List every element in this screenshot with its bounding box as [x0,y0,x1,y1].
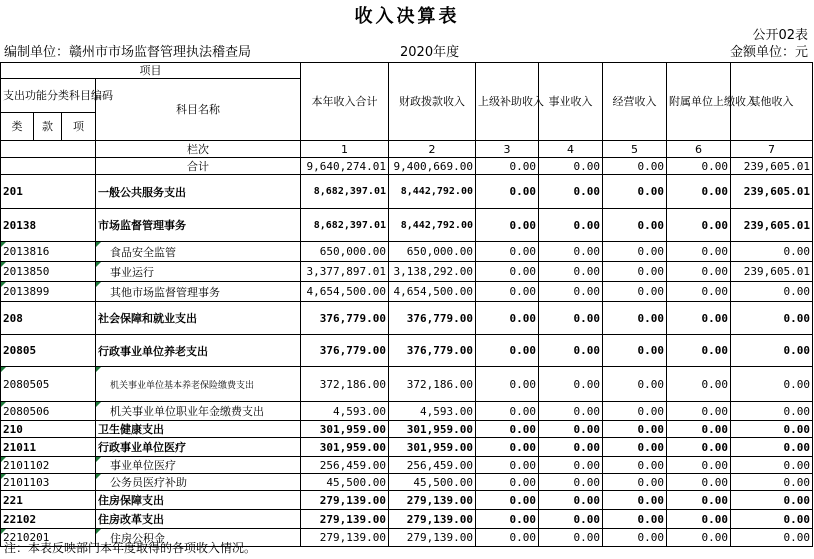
amount-cell: 0.00 [603,510,667,529]
amount-cell: 0.00 [603,402,667,421]
amount-cell: 3,377,897.01 [301,262,389,282]
amount-cell: 0.00 [476,302,539,335]
col-num-1: 1 [301,141,389,158]
amount-cell: 0.00 [731,367,813,402]
amount-cell: 0.00 [603,175,667,209]
subject-name: 公务员医疗补助 [96,474,301,491]
subject-name: 机关事业单位基本养老保险缴费支出 [96,367,301,402]
subject-code: 2080505 [1,367,96,402]
amount-cell: 0.00 [731,510,813,529]
subject-name: 住房改革支出 [96,510,301,529]
amount-cell: 0.00 [731,242,813,262]
total-cell: 239,605.01 [731,158,813,175]
amount-cell: 0.00 [731,438,813,457]
table-row [1,474,813,491]
subject-name: 行政事业单位医疗 [96,438,301,457]
org-label: 编制单位：赣州市市场监督管理执法稽查局 [4,45,252,60]
col-header-4: 事业收入 [539,63,603,141]
col-header-5: 经营收入 [603,63,667,141]
table-row [1,510,813,529]
subject-name: 事业单位医疗 [96,457,301,474]
subject-code: 208 [1,302,96,335]
amount-cell: 0.00 [476,282,539,302]
total-cell: 9,400,669.00 [389,158,476,175]
amount-cell: 0.00 [539,421,603,438]
amount-cell: 0.00 [476,474,539,491]
amount-cell: 301,959.00 [389,421,476,438]
amount-cell: 279,139.00 [389,510,476,529]
kuan-header: 款 [34,113,62,141]
amount-cell: 0.00 [539,175,603,209]
table-row [1,302,813,335]
amount-cell: 0.00 [539,457,603,474]
subject-code: 2210201 [1,529,96,547]
amount-cell: 301,959.00 [301,438,389,457]
amount-cell: 0.00 [476,209,539,242]
amount-cell: 0.00 [667,457,731,474]
col-num-4: 4 [539,141,603,158]
amount-cell: 650,000.00 [389,242,476,262]
amount-cell: 0.00 [539,282,603,302]
subject-code: 210 [1,421,96,438]
col-header-7: 其他收入 [731,63,813,141]
table-row [1,175,813,209]
subject-name: 其他市场监督管理事务 [96,282,301,302]
table-row [1,282,813,302]
amount-cell: 0.00 [603,262,667,282]
total-cell: 0.00 [603,158,667,175]
amount-cell: 0.00 [731,474,813,491]
subject-name: 行政事业单位养老支出 [96,335,301,367]
amount-cell: 650,000.00 [301,242,389,262]
amount-cell: 0.00 [731,457,813,474]
amount-cell: 0.00 [476,491,539,510]
amount-cell: 0.00 [667,491,731,510]
item-header: 项目 [1,63,301,79]
amount-cell: 372,186.00 [389,367,476,402]
year-label: 2020年度 [400,45,460,60]
amount-cell: 45,500.00 [389,474,476,491]
subject-code: 2013850 [1,262,96,282]
table-row [1,367,813,402]
amount-cell: 0.00 [667,209,731,242]
amount-cell: 0.00 [476,367,539,402]
subject-code: 2013816 [1,242,96,262]
subject-name: 住房保障支出 [96,491,301,510]
amount-cell: 0.00 [476,438,539,457]
amount-cell: 4,654,500.00 [301,282,389,302]
amount-cell: 0.00 [476,421,539,438]
amount-cell: 0.00 [667,367,731,402]
amount-cell: 376,779.00 [389,302,476,335]
amount-cell: 0.00 [539,302,603,335]
total-row [1,158,813,175]
subject-name: 食品安全监管 [96,242,301,262]
subject-name: 机关事业单位职业年金缴费支出 [96,402,301,421]
amount-cell: 4,654,500.00 [389,282,476,302]
xiang-header: 项 [62,113,96,141]
amount-cell: 279,139.00 [301,510,389,529]
name-header: 科目名称 [96,79,301,141]
amount-cell: 0.00 [731,302,813,335]
amount-cell: 0.00 [731,421,813,438]
amount-cell: 0.00 [539,335,603,367]
amount-cell: 0.00 [603,302,667,335]
amount-cell: 4,593.00 [389,402,476,421]
col-header-6: 附属单位上缴收入 [667,63,731,141]
amount-cell: 0.00 [603,242,667,262]
amount-cell: 8,442,792.00 [389,175,476,209]
amount-cell: 0.00 [539,262,603,282]
subject-code: 21011 [1,438,96,457]
amount-cell: 0.00 [603,457,667,474]
amount-cell: 279,139.00 [389,491,476,510]
total-cell: 0.00 [667,158,731,175]
amount-cell: 279,139.00 [301,529,389,547]
table-row [1,262,813,282]
amount-cell: 0.00 [603,421,667,438]
amount-cell: 0.00 [731,529,813,547]
amount-cell: 279,139.00 [301,491,389,510]
subject-name: 一般公共服务支出 [96,175,301,209]
total-cell: 0.00 [539,158,603,175]
amount-cell: 0.00 [539,242,603,262]
table-row [1,402,813,421]
amount-cell: 301,959.00 [301,421,389,438]
amount-cell: 0.00 [539,529,603,547]
col-header-1: 本年收入合计 [301,63,389,141]
col-num-3: 3 [476,141,539,158]
subject-code: 20805 [1,335,96,367]
col-num-6: 6 [667,141,731,158]
amount-cell: 0.00 [476,335,539,367]
col-num-2: 2 [389,141,476,158]
amount-cell: 0.00 [476,529,539,547]
subject-code: 221 [1,491,96,510]
amount-cell: 0.00 [476,242,539,262]
unit-label: 金额单位：元 [729,45,808,60]
amount-cell: 0.00 [603,209,667,242]
amount-cell: 0.00 [667,282,731,302]
amount-cell: 0.00 [539,491,603,510]
amount-cell: 0.00 [539,510,603,529]
table-row [1,491,813,510]
subject-code: 2101102 [1,457,96,474]
total-label: 合计 [96,158,301,175]
amount-cell: 376,779.00 [301,335,389,367]
amount-cell: 8,442,792.00 [389,209,476,242]
amount-cell: 0.00 [539,402,603,421]
table-row [1,209,813,242]
amount-cell: 0.00 [667,242,731,262]
amount-cell: 0.00 [603,529,667,547]
amount-cell: 0.00 [667,175,731,209]
amount-cell: 0.00 [667,402,731,421]
amount-cell: 0.00 [476,175,539,209]
subject-code: 2013899 [1,282,96,302]
amount-cell: 0.00 [667,421,731,438]
amount-cell: 0.00 [667,438,731,457]
amount-cell: 45,500.00 [301,474,389,491]
subject-code: 22102 [1,510,96,529]
subject-name: 住房公积金 [96,529,301,547]
income-table [0,62,813,547]
code-group-header: 支出功能分类科目编码 [1,79,96,113]
amount-cell: 0.00 [476,402,539,421]
amount-cell: 0.00 [731,491,813,510]
amount-cell: 376,779.00 [301,302,389,335]
form-number: 公开02表 [752,28,808,43]
amount-cell: 0.00 [539,209,603,242]
amount-cell: 256,459.00 [301,457,389,474]
subject-name: 社会保障和就业支出 [96,302,301,335]
amount-cell: 256,459.00 [389,457,476,474]
amount-cell: 0.00 [731,335,813,367]
amount-cell: 8,682,397.01 [301,209,389,242]
amount-cell: 0.00 [667,529,731,547]
total-cell: 0.00 [476,158,539,175]
col-num-5: 5 [603,141,667,158]
lei-header: 类 [1,113,34,141]
amount-cell: 0.00 [667,302,731,335]
amount-cell: 0.00 [667,510,731,529]
amount-cell: 0.00 [603,282,667,302]
amount-cell: 0.00 [476,510,539,529]
amount-cell: 0.00 [667,335,731,367]
table-row [1,421,813,438]
amount-cell: 239,605.01 [731,209,813,242]
subject-code: 2101103 [1,474,96,491]
amount-cell: 0.00 [731,282,813,302]
amount-cell: 279,139.00 [389,529,476,547]
col-num-7: 7 [731,141,813,158]
amount-cell: 376,779.00 [389,335,476,367]
amount-cell: 239,605.01 [731,262,813,282]
page-title: 收入决算表 [354,6,460,27]
amount-cell: 3,138,292.00 [389,262,476,282]
amount-cell: 0.00 [603,491,667,510]
subject-code: 201 [1,175,96,209]
amount-cell: 0.00 [731,402,813,421]
subject-name: 卫生健康支出 [96,421,301,438]
amount-cell: 0.00 [667,474,731,491]
subject-name: 市场监督管理事务 [96,209,301,242]
subject-code: 2080506 [1,402,96,421]
subject-code: 20138 [1,209,96,242]
amount-cell: 0.00 [539,367,603,402]
amount-cell: 4,593.00 [301,402,389,421]
col-header-2: 财政拨款收入 [389,63,476,141]
amount-cell: 0.00 [539,438,603,457]
amount-cell: 0.00 [603,474,667,491]
amount-cell: 372,186.00 [301,367,389,402]
col-header-3: 上级补助收入 [476,63,539,141]
table-row [1,457,813,474]
amount-cell: 0.00 [603,367,667,402]
amount-cell: 0.00 [603,335,667,367]
subject-name: 事业运行 [96,262,301,282]
meta-row [0,44,814,62]
table-row [1,335,813,367]
amount-cell: 239,605.01 [731,175,813,209]
table-row [1,438,813,457]
amount-cell: 0.00 [539,474,603,491]
amount-cell: 0.00 [603,438,667,457]
amount-cell: 0.00 [667,262,731,282]
amount-cell: 0.00 [476,262,539,282]
amount-cell: 0.00 [476,457,539,474]
amount-cell: 301,959.00 [389,438,476,457]
table-row [1,242,813,262]
amount-cell: 8,682,397.01 [301,175,389,209]
footnote: 注：本表反映部门本年度取得的各项收入情况。 [4,541,257,555]
total-cell: 9,640,274.01 [301,158,389,175]
lanci-label: 栏次 [96,141,301,158]
